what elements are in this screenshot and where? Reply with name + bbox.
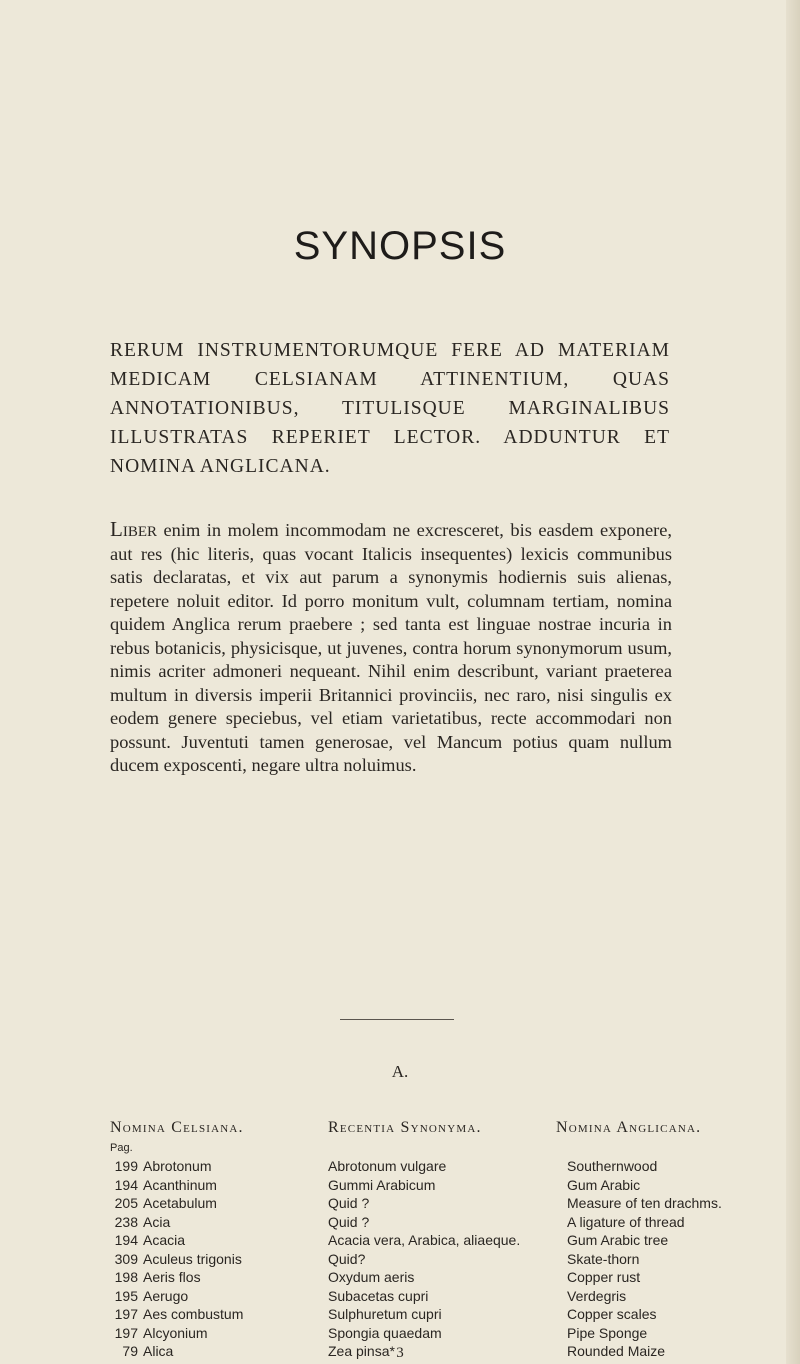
table-row (110, 1157, 243, 1176)
english-name-cell: Southernwood (567, 1158, 658, 1174)
intro-text: enim in molem incommodam ne excresceret, bis easdem exponere, aut res (hic literis, quas vocant Italicis insequentes) lexicis communibus satis declaratas, et vix aut parum a synonymis hodiernis suis alienas, repetere noluit editor. Id porro monitum vult, columnam tertiam, nomina quidem Anglica rerum praebere ; sed tanta est linguae nostrae incuria in rebus botanicis, physicisque, ut juvenes, contra horum synonymorum usum, nimis acriter admoneri nequeant. Nihil enim describunt, variant praeterea multum in diversis imperii Britannici provinciis, nec raro, nisi singulis ex eodem genere speciebus, vel etiam varietatibus, recte accommodari non possunt. Juventuti tamen generosae, vel Mancum potius quam nullum ducem exposcenti, negare ultra noluimus. (110, 520, 672, 775)
table-row (110, 1268, 243, 1287)
table-row (110, 1231, 243, 1250)
synonym-cell: Spongia quaedam (328, 1324, 442, 1341)
column-celsiana (110, 1157, 243, 1361)
page-edge (786, 0, 800, 1364)
synonym-cell: Sulphuretum cupri (328, 1306, 442, 1322)
synonym-cell: Acacia vera, Arabica, aliaeque. (328, 1232, 521, 1248)
page-title: SYNOPSIS (293, 224, 507, 268)
synonym-cell: Subacetas cupri (328, 1287, 429, 1304)
page-label: Pag. (110, 1142, 133, 1154)
column-header-anglicana: Nomina Anglicana. (556, 1119, 702, 1136)
celsian-name: Aeris flos (143, 1269, 201, 1285)
page-ref: 309 (114, 1250, 138, 1267)
celsian-name: Abrotonum (143, 1158, 212, 1174)
english-name-cell: Copper scales (567, 1306, 657, 1322)
english-name-cell: Gum Arabic (567, 1176, 641, 1193)
page-ref: 198 (114, 1269, 138, 1285)
column-header-synonyma: Recentia Synonyma. (328, 1119, 482, 1136)
celsian-name: Aes combustum (143, 1306, 244, 1322)
celsian-name: Acetabulum (143, 1195, 217, 1211)
celsian-name: Aerugo (143, 1287, 189, 1304)
synonym-cell: Zea pinsa* (328, 1343, 395, 1359)
synonym-cell: Quid ? (328, 1195, 370, 1211)
page-ref: 197 (114, 1324, 138, 1341)
synonym-cell: Quid? (328, 1250, 366, 1267)
page-number: 3 (396, 1345, 404, 1361)
celsian-name: Acacia (143, 1232, 186, 1248)
synonym-cell: Gummi Arabicum (328, 1176, 436, 1193)
page-ref: 205 (114, 1195, 138, 1211)
celsian-name: Alica (143, 1343, 174, 1359)
celsian-name: Acia (143, 1213, 171, 1230)
subtitle: RERUM INSTRUMENTORUMQUE FERE AD MATERIAM MEDICAM CELSIANAM ATTINENTIUM, QUAS ANNOTATIONIBUS, TITULISQUE MARGINALIBUS ILLUSTRATAS REPERIET LECTOR. ADDUNTUR ET NOMINA ANGLICANA. (110, 340, 670, 477)
english-name-cell: Rounded Maize (567, 1343, 666, 1359)
celsian-name: Acanthinum (143, 1176, 217, 1193)
table-row (110, 1305, 243, 1324)
table-row (110, 1176, 243, 1195)
page-ref: 238 (114, 1213, 138, 1230)
section-divider (340, 1019, 454, 1020)
intro-lead-word: Liber (110, 517, 157, 541)
synonym-cell: Oxydum aeris (328, 1269, 415, 1285)
page-ref: 79 (122, 1343, 138, 1359)
table-row (110, 1324, 243, 1343)
synonym-cell: Abrotonum vulgare (328, 1158, 447, 1174)
english-name-cell: A ligature of thread (567, 1213, 685, 1230)
celsian-name: Alcyonium (143, 1324, 208, 1341)
table-row (110, 1250, 243, 1269)
english-name-cell: Skate-thorn (567, 1250, 640, 1267)
section-letter: A. (391, 1062, 409, 1081)
intro-paragraph (110, 518, 672, 778)
english-name-cell: Pipe Sponge (567, 1324, 648, 1341)
english-name-cell: Verdegris (567, 1287, 627, 1304)
english-name-cell: Measure of ten drachms. (567, 1195, 722, 1211)
column-header-celsiana: Nomina Celsiana. (110, 1119, 244, 1136)
celsian-name: Aculeus trigonis (143, 1250, 242, 1267)
page-ref: 194 (114, 1176, 138, 1193)
page-ref: 195 (114, 1287, 138, 1304)
column-synonyma (328, 1157, 520, 1361)
page-ref: 194 (114, 1232, 138, 1248)
table-row (110, 1287, 243, 1306)
table-row (110, 1213, 243, 1232)
table-row (110, 1194, 243, 1213)
page-ref: 199 (114, 1158, 138, 1174)
page-ref: 197 (114, 1306, 138, 1322)
english-name-cell: Gum Arabic tree (567, 1232, 669, 1248)
synonym-cell: Quid ? (328, 1213, 370, 1230)
english-name-cell: Copper rust (567, 1269, 641, 1285)
column-anglicana (567, 1157, 722, 1361)
